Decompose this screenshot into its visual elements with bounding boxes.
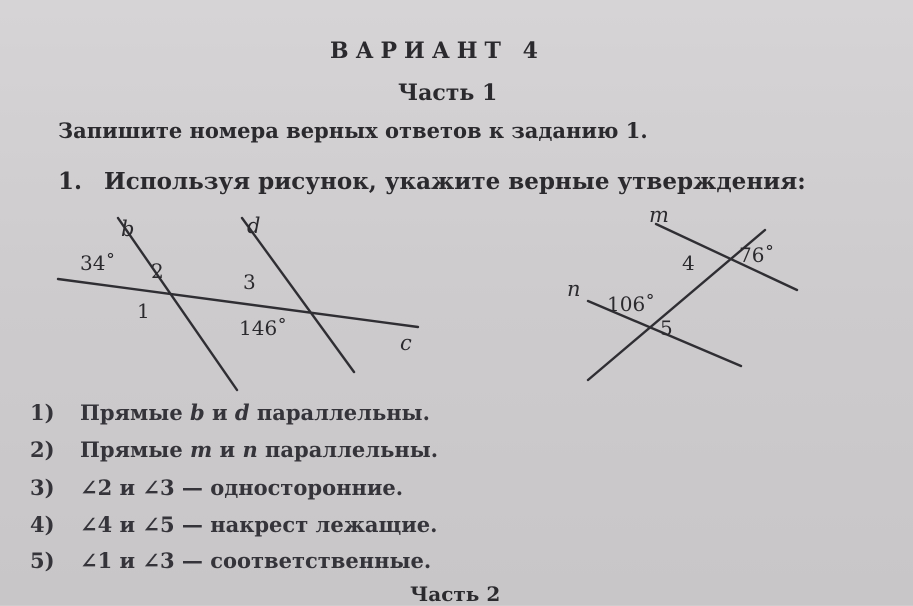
angle-106: 106˚ xyxy=(607,292,656,316)
option-number: 4) xyxy=(30,512,55,537)
line-name: n xyxy=(242,437,258,462)
option-number: 1) xyxy=(30,400,55,425)
option-1 xyxy=(30,400,430,425)
instruction-text: Запишите номера верных ответов к заданию 1. xyxy=(58,118,648,143)
option-2 xyxy=(30,437,438,462)
label-b: b xyxy=(121,217,135,241)
option-text: ∠2 и ∠3 — односторонние. xyxy=(80,475,404,500)
option-text: Прямые xyxy=(80,437,190,462)
label-c: c xyxy=(400,331,412,355)
option-text: параллельны. xyxy=(249,400,430,425)
option-text: ∠1 и ∠3 — соответственные. xyxy=(80,548,432,573)
angle-34: 34˚ xyxy=(80,251,116,275)
task-number: 1. xyxy=(58,168,83,195)
option-number: 5) xyxy=(30,548,55,573)
label-m: m xyxy=(649,203,669,227)
angle-5: 5 xyxy=(660,316,673,340)
line-m xyxy=(656,224,797,290)
option-text: Прямые xyxy=(80,400,190,425)
angle-4: 4 xyxy=(682,251,695,275)
option-number: 2) xyxy=(30,437,55,462)
angle-3: 3 xyxy=(243,270,256,294)
option-text: параллельны. xyxy=(257,437,439,462)
line-b xyxy=(118,218,237,390)
line-name: m xyxy=(190,437,213,462)
line-d xyxy=(242,218,354,372)
option-text: и xyxy=(212,437,243,462)
part-heading: Часть 1 xyxy=(398,80,498,106)
angle-1: 1 xyxy=(137,299,150,323)
option-3 xyxy=(30,475,403,500)
variant-heading: ВАРИАНТ 4 xyxy=(330,38,545,64)
line-name: b xyxy=(190,400,205,425)
option-5 xyxy=(30,548,431,573)
angle-146: 146˚ xyxy=(239,316,288,340)
figure-left xyxy=(58,218,418,390)
figure-right-labels xyxy=(567,203,669,301)
option-number: 3) xyxy=(30,475,55,500)
label-n: n xyxy=(567,277,581,301)
label-d: d xyxy=(247,214,261,238)
option-text: ∠4 и ∠5 — накрест лежащие. xyxy=(80,512,438,537)
line-name: d xyxy=(234,400,250,425)
option-4 xyxy=(30,512,437,537)
angle-2: 2 xyxy=(151,259,164,283)
line-c xyxy=(58,279,418,327)
task-text: Используя рисунок, укажите верные утверждения: xyxy=(104,168,806,195)
part-2-heading: Часть 2 xyxy=(410,582,501,606)
angle-76: 76˚ xyxy=(739,243,775,267)
option-text: и xyxy=(204,400,235,425)
